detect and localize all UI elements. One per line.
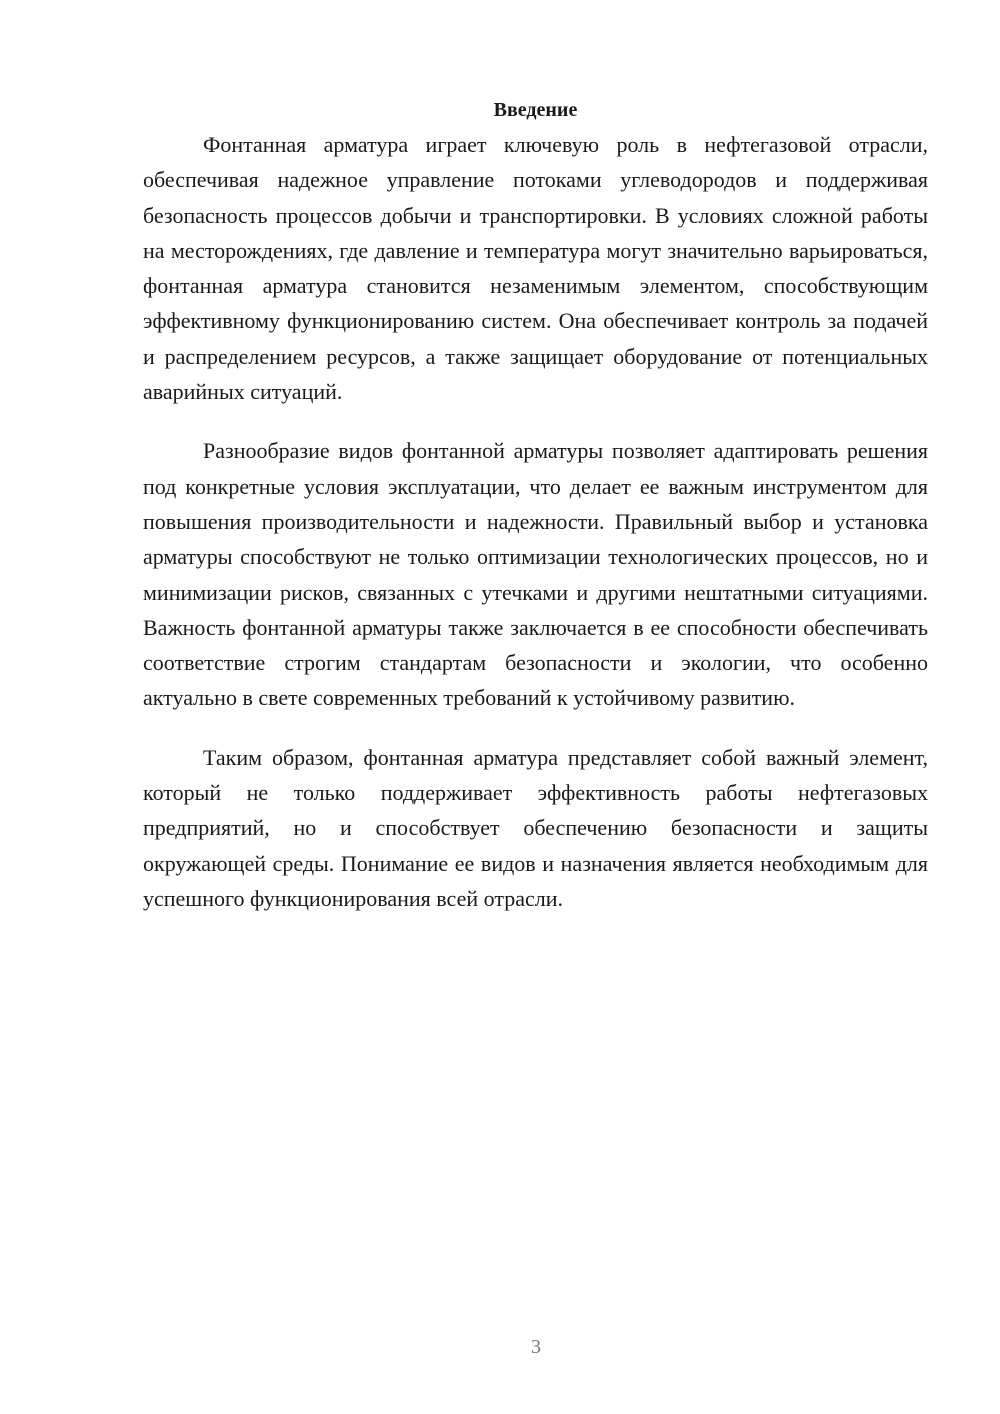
paragraph-1: Фонтанная арматура играет ключевую роль в нефтегазовой отрасли, обеспечивая надежное управление потоками углеводородов и поддерживая безопасность процессов добычи и транспортировки. В условиях сложной работы на месторождениях, где давление и температура могут значительно варьироваться, фонтанная арматура становится незаменимым элементом, способствующим эффективному функционированию систем. Она обеспечивает контроль за подачей и распределением ресурсов, а также защищает оборудование от потенциальных аварийных ситуаций. <box>143 132 928 405</box>
document-body <box>143 95 928 916</box>
section-heading: Введение <box>493 99 578 121</box>
paragraph-3: Таким образом, фонтанная арматура представляет собой важный элемент, который не только поддерживает эффективность работы нефтегазовых предприятий, но и способствует обеспечению безопасности и защиты окружающей среды. Понимание ее видов и назначения является необходимым для успешного функционирования всей отрасли. <box>143 744 928 911</box>
paragraph-2: Разнообразие видов фонтанной арматуры позволяет адаптировать решения под конкретные условия эксплуатации, что делает ее важным инструментом для повышения производительности и надежности. Правильный выбор и установка арматуры способствуют не только оптимизации технологических процессов, но и минимизации рисков, связанных с утечками и другими нештатными ситуациями. Важность фонтанной арматуры также заключается в ее способности обеспечивать соответствие строгим стандартам безопасности и экологии, что особенно актуально в свете современных требований к устойчивому развитию. <box>143 438 928 711</box>
page-number: 3 <box>531 1336 541 1358</box>
